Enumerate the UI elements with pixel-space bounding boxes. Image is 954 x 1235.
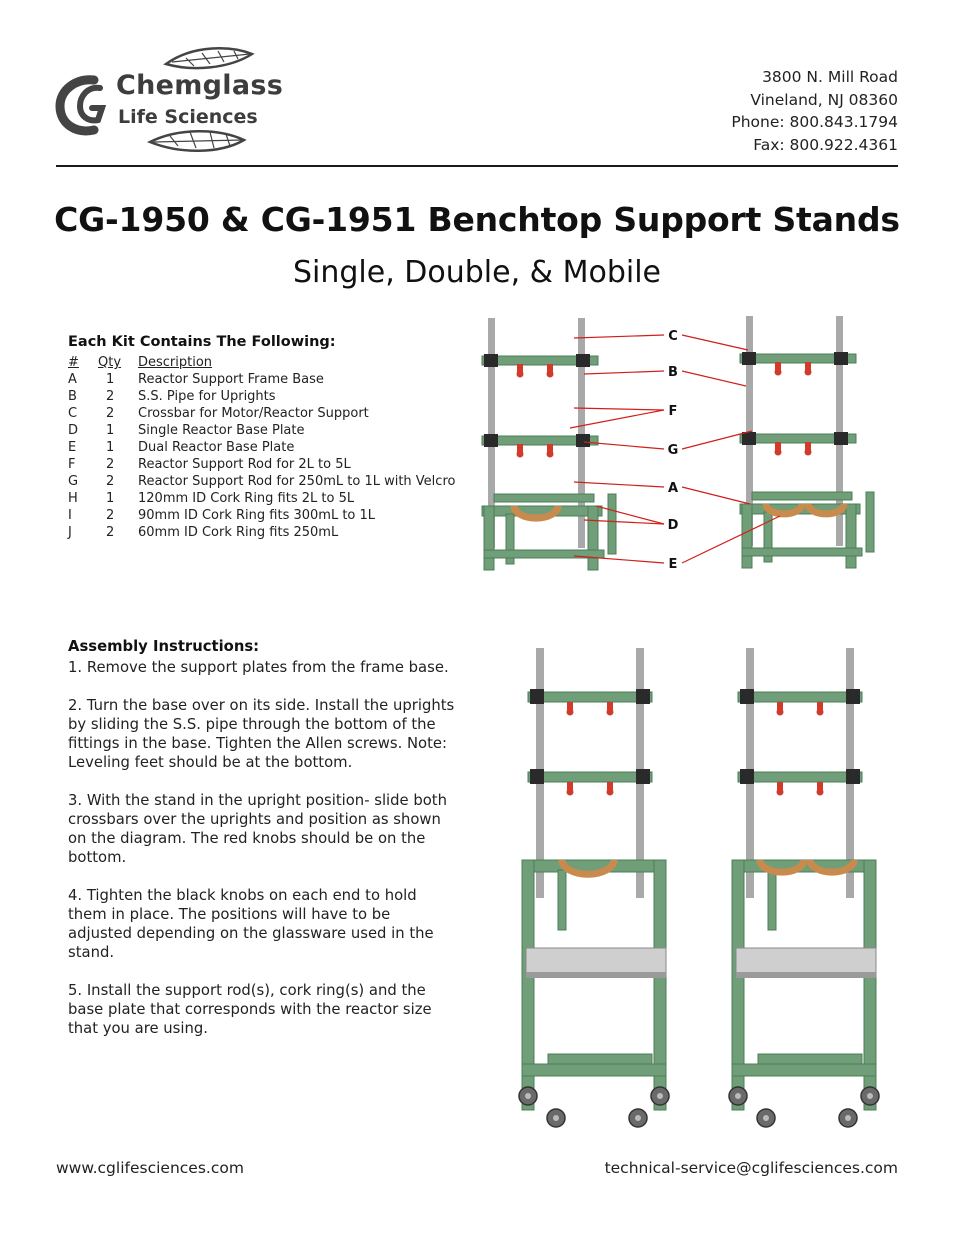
brand-subname: Life Sciences (118, 106, 258, 128)
red-knob-icon (805, 369, 812, 376)
part-qty: 2 (106, 474, 115, 489)
caster-hub (867, 1093, 873, 1099)
stand-single-photo (482, 318, 616, 570)
part-qty: 1 (106, 440, 115, 455)
red-knob-icon (777, 709, 784, 716)
frame-leg (742, 504, 752, 568)
frame-base-back (548, 1054, 652, 1064)
frame-base-back (758, 1054, 862, 1064)
part-description: Dual Reactor Base Plate (138, 440, 295, 455)
callout-label-f: F (668, 404, 678, 419)
assembly-step: 2. Turn the base over on its side. Install the uprights by sliding the S.S. pipe through the bottom of the fittings in the base. Tighten the Allen screws. Note: Leveling feet should be at the bottom. (68, 697, 455, 771)
stand-double-photo (740, 316, 874, 568)
kit-contents-section (68, 334, 478, 541)
red-knob-icon (817, 789, 824, 796)
part-id: C (68, 406, 78, 421)
callout-labels (668, 329, 679, 572)
stainless-tray (736, 948, 876, 976)
frame-leg (768, 870, 776, 930)
part-qty: 1 (106, 372, 115, 387)
mobile-stand-double-photo (729, 648, 879, 1127)
callout-label-b: B (668, 365, 678, 380)
chemglass-leaf-logo-icon (54, 42, 294, 160)
red-knob-icon (817, 709, 824, 716)
black-knob-icon (740, 689, 754, 704)
black-knob-icon (846, 689, 860, 704)
part-id: I (68, 508, 72, 523)
part-id: D (68, 423, 79, 438)
red-knob-icon (517, 371, 524, 378)
callout-line (682, 487, 750, 504)
table-header-row (68, 354, 455, 371)
frame-base-bottom (742, 548, 862, 556)
callout-label-d: D (667, 518, 679, 533)
red-knob-icon (567, 709, 574, 716)
part-id: F (68, 457, 76, 472)
part-description: Single Reactor Base Plate (138, 423, 305, 438)
frame-base-back (494, 494, 594, 502)
caster-hub (553, 1115, 559, 1121)
part-qty: 2 (106, 389, 115, 404)
email-link[interactable]: technical-service@cglifesciences.com (604, 1159, 898, 1177)
frame-base-bottom (522, 1064, 666, 1076)
callout-line (574, 335, 664, 338)
part-description: 60mm ID Cork Ring fits 250mL (138, 525, 339, 540)
kit-parts-diagram (470, 308, 910, 598)
frame-leg (484, 506, 494, 570)
table-row (68, 405, 455, 422)
part-id: H (68, 491, 78, 506)
page-subtitle: Single, Double, & Mobile (292, 255, 661, 290)
mobile-stands-photo (510, 640, 910, 1140)
mobile-stand-single-photo (519, 648, 669, 1127)
table-row (68, 456, 455, 473)
black-knob-icon (484, 434, 498, 447)
frame-leg (866, 492, 874, 552)
frame-leg (608, 494, 616, 554)
part-qty: 2 (106, 508, 115, 523)
frame-base-back (752, 492, 852, 500)
table-row (68, 422, 455, 439)
company-logo (54, 42, 294, 160)
red-knob-icon (517, 451, 524, 458)
callout-line (574, 408, 664, 410)
header-divider (56, 165, 898, 167)
address-city: Vineland, NJ 08360 (750, 90, 898, 109)
address-phone: Phone: 800.843.1794 (731, 113, 898, 131)
red-knob-icon (777, 789, 784, 796)
frame-leg (558, 870, 566, 930)
page-title: CG-1950 & CG-1951 Benchtop Support Stands (54, 200, 900, 239)
table-row (68, 507, 455, 524)
red-knob-icon (607, 789, 614, 796)
black-knob-icon (834, 432, 848, 445)
black-knob-icon (742, 432, 756, 445)
assembly-step: 5. Install the support rod(s), cork ring(s) and the base plate that corresponds with the reactor size that you are using. (68, 982, 432, 1037)
column-header-description: Description (138, 355, 213, 370)
black-knob-icon (576, 354, 590, 367)
crossbar (528, 772, 652, 782)
black-knob-icon (576, 434, 590, 447)
part-description: 120mm ID Cork Ring fits 2L to 5L (138, 491, 355, 506)
kit-contents-heading: Each Kit Contains The Following: (68, 334, 336, 350)
callout-line (682, 335, 748, 350)
black-knob-icon (530, 689, 544, 704)
part-description: 90mm ID Cork Ring fits 300mL to 1L (138, 508, 376, 523)
black-knob-icon (530, 769, 544, 784)
assembly-instructions (68, 638, 458, 1057)
company-address (731, 66, 898, 156)
part-qty: 2 (106, 457, 115, 472)
column-header-id: # (68, 355, 79, 370)
frame-leg (846, 504, 856, 568)
black-knob-icon (484, 354, 498, 367)
callout-label-a: A (667, 481, 679, 496)
callout-label-e: E (668, 557, 678, 572)
red-knob-icon (607, 709, 614, 716)
red-knob-icon (567, 789, 574, 796)
part-qty: 2 (106, 525, 115, 540)
assembly-step: 1. Remove the support plates from the frame base. (68, 659, 449, 676)
black-knob-icon (834, 352, 848, 365)
website-link[interactable]: www.cglifesciences.com (56, 1159, 244, 1177)
red-knob-icon (775, 369, 782, 376)
callout-label-c: C (668, 329, 678, 344)
crossbar (738, 772, 862, 782)
table-row (68, 439, 455, 456)
table-row (68, 524, 455, 541)
address-street: 3800 N. Mill Road (762, 68, 898, 86)
part-id: B (68, 389, 77, 404)
part-id: A (68, 372, 77, 387)
assembly-step: 3. With the stand in the upright position- slide both crossbars over the uprights and position as shown on the diagram. The red knobs should be on the bottom. (68, 792, 447, 866)
kit-contents-table (68, 354, 455, 541)
stainless-tray-edge (736, 972, 876, 978)
address-fax: Fax: 800.922.4361 (753, 135, 898, 154)
assembly-step: 4. Tighten the black knobs on each end to hold them in place. The positions will have to be adjusted depending on the glassware used in the stand. (68, 887, 434, 961)
caster-hub (525, 1093, 531, 1099)
part-qty: 1 (106, 423, 115, 438)
red-knob-icon (805, 449, 812, 456)
part-description: S.S. Pipe for Uprights (138, 389, 276, 404)
caster-hub (763, 1115, 769, 1121)
caster-hub (845, 1115, 851, 1121)
frame-base-top (524, 860, 664, 872)
table-row (68, 490, 455, 507)
callout-label-g: G (667, 443, 679, 458)
caster-hub (657, 1093, 663, 1099)
callout-line (584, 371, 664, 374)
red-knob-icon (547, 451, 554, 458)
black-knob-icon (636, 689, 650, 704)
red-knob-icon (547, 371, 554, 378)
red-knob-icon (775, 449, 782, 456)
part-qty: 1 (106, 491, 115, 506)
part-id: E (68, 440, 77, 455)
callout-line (682, 371, 746, 386)
column-header-qty: Qty (98, 355, 122, 370)
assembly-heading: Assembly Instructions: (68, 638, 260, 655)
table-row (68, 388, 455, 405)
callout-line (574, 482, 664, 487)
part-description: Reactor Support Rod for 250mL to 1L with Velcro (138, 474, 456, 489)
part-id: G (68, 474, 79, 489)
caster-hub (735, 1093, 741, 1099)
part-qty: 2 (106, 406, 115, 421)
black-knob-icon (740, 769, 754, 784)
brand-name: Chemglass (116, 70, 284, 101)
part-description: Reactor Support Rod for 2L to 5L (138, 457, 351, 472)
crossbar (738, 692, 862, 702)
stainless-tray (526, 948, 666, 976)
black-knob-icon (742, 352, 756, 365)
black-knob-icon (846, 769, 860, 784)
frame-leg (588, 506, 598, 570)
frame-base-bottom (732, 1064, 876, 1076)
part-description: Crossbar for Motor/Reactor Support (138, 406, 369, 421)
part-id: J (68, 525, 72, 540)
black-knob-icon (636, 769, 650, 784)
crossbar (528, 692, 652, 702)
table-row (68, 371, 455, 388)
stainless-tray-edge (526, 972, 666, 978)
caster-hub (635, 1115, 641, 1121)
part-description: Reactor Support Frame Base (138, 372, 324, 387)
table-row (68, 473, 455, 490)
